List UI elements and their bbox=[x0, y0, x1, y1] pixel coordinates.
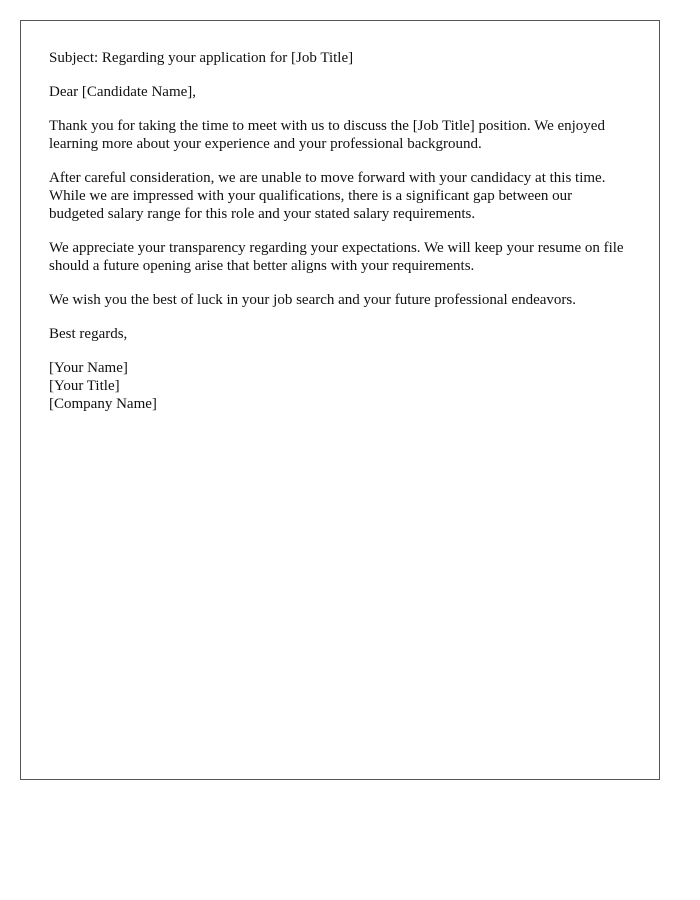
signature-title: [Your Title] bbox=[49, 378, 120, 394]
letter-subject: Subject: Regarding your application for [Job Title] bbox=[49, 50, 354, 66]
signature-company: [Company Name] bbox=[49, 396, 157, 412]
letter-paragraph-resume: We appreciate your transparency regarding your expectations. We will keep your resume on file should a future opening arise that better aligns with your requirements. bbox=[49, 240, 624, 274]
signature-block bbox=[49, 359, 629, 413]
letter-paragraph-wishes: We wish you the best of luck in your job search and your future professional endeavors. bbox=[49, 292, 576, 308]
letter-page bbox=[20, 20, 660, 780]
letter-paragraph-decision: After careful consideration, we are unable to move forward with your candidacy at this time. While we are impressed with your qualifications, there is a significant gap between our budgeted salary range for this role and your stated salary requirements. bbox=[49, 170, 606, 222]
signature-name: [Your Name] bbox=[49, 360, 128, 376]
letter-closing: Best regards, bbox=[49, 326, 128, 342]
letter-paragraph-intro: Thank you for taking the time to meet with us to discuss the [Job Title] position. We enjoyed learning more about your experience and your professional background. bbox=[49, 118, 605, 152]
letter-body bbox=[49, 49, 629, 413]
letter-greeting: Dear [Candidate Name], bbox=[49, 84, 197, 100]
